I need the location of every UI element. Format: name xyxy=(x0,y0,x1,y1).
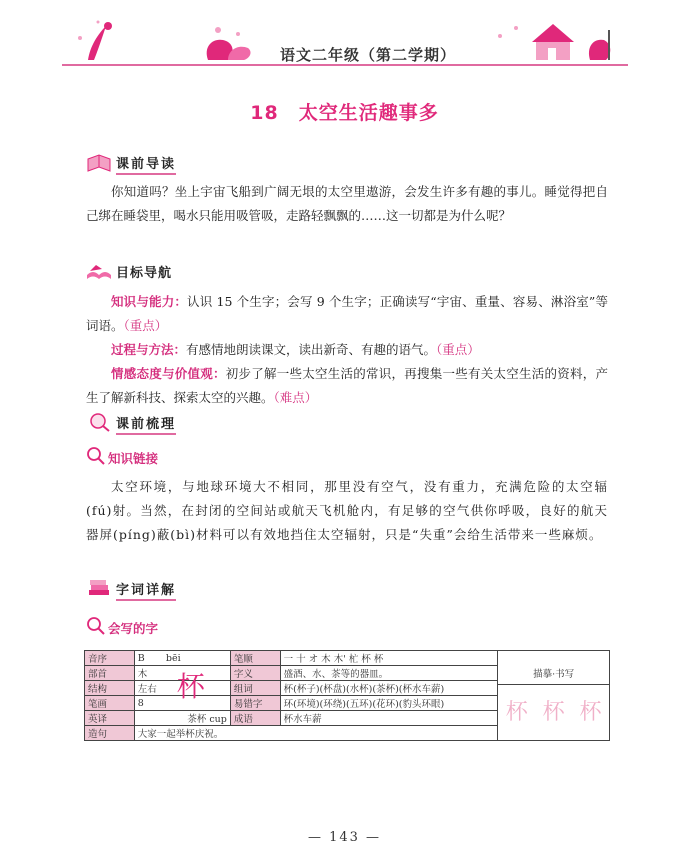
value-zuci: 杯(杯子)(杯盘)(水杯)(茶杯)(杯水车薪) xyxy=(280,681,498,696)
knowledge-text: 太空环境，与地球环境大不相同，那里没有空气，没有重力，充满危险的太空辐(fú)射。当然，在封闭的空间站或航天飞机舱内，有足够的空气供你呼吸，良好的航天器屏(píng)蔽(bì)材料可以有效地挡住太空辐射，只是“失重”会给生活带来一些麻烦。 xyxy=(86,479,608,542)
section-heading-goals: 目标导航 xyxy=(116,266,173,281)
trace-chars xyxy=(498,685,609,726)
label-jiegou: 结构 xyxy=(85,681,135,696)
goal-item-knowledge: 知识与能力：认识 15 个生字；会写 9 个生字；正确读写“宇宙、重量、容易、淋浴室”等词语。（重点） xyxy=(86,294,608,333)
value-yicuozi: 环(环境)(环绕)(五环)(花环)(豹头环眼) xyxy=(280,696,498,711)
label-trace: 描摹·书写 xyxy=(498,666,609,685)
stacked-books-icon xyxy=(86,578,112,598)
lesson-title: 18 太空生活趣事多 xyxy=(250,102,439,124)
value-bihua: 8 xyxy=(134,696,230,711)
label-chengyu: 成语 xyxy=(230,711,280,726)
subheading-knowledge: 知识链接 xyxy=(108,451,159,466)
label-ziyi: 字义 xyxy=(230,666,280,681)
header-right-decoration-icon xyxy=(490,16,630,66)
trace-char: 杯 xyxy=(579,699,602,725)
goal-item-process: 过程与方法：有感情地朗读课文，读出新奇、有趣的语气。（重点） xyxy=(111,342,480,357)
main-character: 杯 xyxy=(176,670,205,703)
label-yicuozi: 易错字 xyxy=(230,696,280,711)
label-yingyi: 英译 xyxy=(85,711,135,726)
trace-area xyxy=(498,651,610,741)
section-heading-preread: 课前导读 xyxy=(116,153,176,172)
character-table xyxy=(84,650,610,741)
header-divider xyxy=(62,64,628,66)
trace-char: 杯 xyxy=(505,699,528,725)
label-zaoju: 造句 xyxy=(85,726,135,741)
label-zuci: 组词 xyxy=(230,681,280,696)
label-bishun: 笔顺 xyxy=(230,651,280,666)
trace-char: 杯 xyxy=(542,699,565,725)
header-left-decoration-icon xyxy=(68,16,258,66)
search-icon xyxy=(86,616,106,636)
goal-item-attitude: 情感态度与价值观：初步了解一些太空生活的常识，再搜集一些有关太空生活的资料，产生了解新科技、探索太空的兴趣。（难点） xyxy=(86,366,608,405)
page-number: — 143 — xyxy=(307,830,382,845)
book-icon xyxy=(86,153,112,173)
label-bihua: 笔画 xyxy=(85,696,135,711)
value-ziyi: 盛酒、水、茶等的器皿。 xyxy=(280,666,498,681)
value-yinxu: B bēi xyxy=(134,651,230,666)
value-bishun: 一 十 オ 木 木' 杧 杯 杯 xyxy=(280,651,498,666)
preread-text: 你知道吗？坐上宇宙飞船到广阔无垠的太空里遨游，会发生许多有趣的事儿。睡觉得把自己绑在睡袋里，喝水只能用吸管吸，走路轻飘飘的……这一切都是为什么呢？ xyxy=(86,184,608,223)
value-zaoju: 大家一起举杯庆祝。 xyxy=(134,726,498,741)
label-bushou: 部首 xyxy=(85,666,135,681)
label-yinxu: 音序 xyxy=(85,651,135,666)
value-jiegou: 左右 杯 xyxy=(134,681,230,696)
open-book-icon xyxy=(86,261,112,281)
search-icon xyxy=(86,446,106,466)
section-heading-vocab: 字词详解 xyxy=(116,579,176,598)
value-bushou: 木 xyxy=(134,666,230,681)
section-heading-review: 课前梳理 xyxy=(116,413,176,432)
subheading-write: 会写的字 xyxy=(108,621,159,636)
header-title: 语文二年级（第二学期） xyxy=(280,46,457,64)
magnifier-book-icon xyxy=(86,412,112,432)
value-chengyu: 杯水车薪 xyxy=(280,711,498,726)
value-yingyi: 茶杯 cup xyxy=(134,711,230,726)
